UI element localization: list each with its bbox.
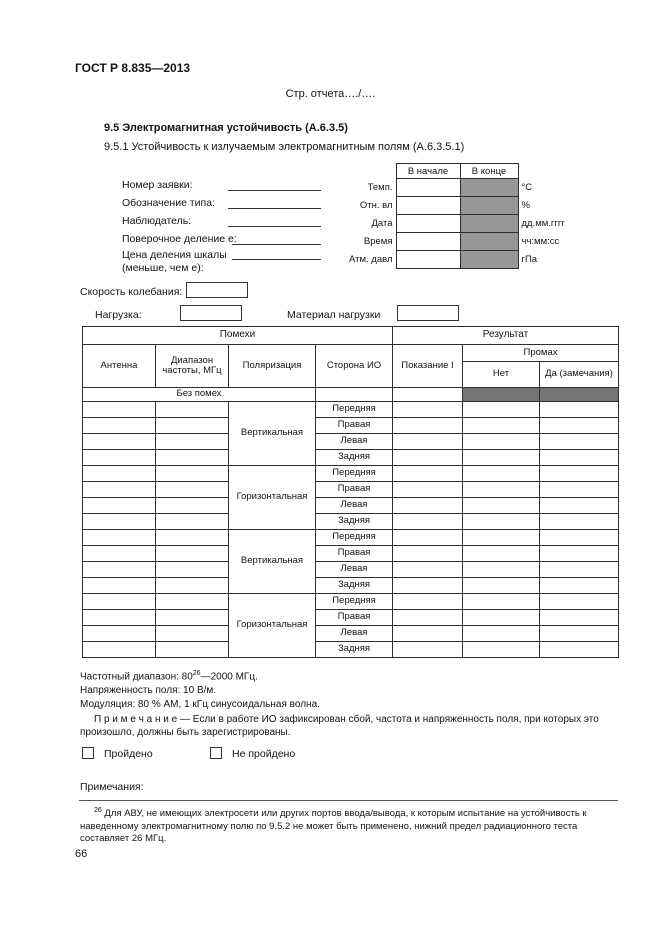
env-label-date: Дата [371,218,393,229]
col-header-indication: Показание I [393,345,463,388]
group-header-result: Результат [393,327,619,345]
miss-no-cell[interactable] [463,626,540,642]
miss-no-cell[interactable] [463,482,540,498]
miss-no-cell[interactable] [463,466,540,482]
miss-yes-cell[interactable] [540,514,619,530]
side-cell: Правая [316,546,393,562]
antenna-cell[interactable] [83,514,156,530]
freq-cell[interactable] [156,642,229,658]
col-header-side: Сторона ИО [316,345,393,388]
side-cell: Левая [316,626,393,642]
interference-results-table [82,326,619,658]
freq-cell[interactable] [156,530,229,546]
group-header-interference: Помехи [83,327,393,345]
miss-no-cell[interactable] [463,562,540,578]
env-row-date [344,215,580,233]
freq-cell[interactable] [156,562,229,578]
no-interference-miss-yes-cell [540,388,619,402]
miss-no-cell[interactable] [463,610,540,626]
indication-cell[interactable] [393,498,463,514]
table-row [83,482,619,498]
env-unit-time: чч:мм:сс [521,236,560,247]
env-label-temperature: Темп. [367,182,393,193]
antenna-cell[interactable] [83,530,156,546]
antenna-cell[interactable] [83,482,156,498]
field-label-observer: Наблюдатель: [122,215,192,227]
no-interference-indication-cell[interactable] [393,388,463,402]
load-material-input[interactable] [397,305,459,321]
table-row [83,450,619,466]
env-unit-humidity: % [521,200,530,211]
env-label-humidity: Отн. вл [359,200,393,211]
field-label-scale-division-line2: (меньше, чем е): [122,262,204,274]
antenna-cell[interactable] [83,434,156,450]
miss-yes-cell[interactable] [540,642,619,658]
indication-cell[interactable] [393,594,463,610]
indication-cell[interactable] [393,578,463,594]
freq-cell[interactable] [156,610,229,626]
freq-cell[interactable] [156,450,229,466]
side-cell: Задняя [316,642,393,658]
side-cell: Задняя [316,578,393,594]
freq-cell[interactable] [156,626,229,642]
antenna-cell[interactable] [83,642,156,658]
miss-no-cell[interactable] [463,642,540,658]
indication-cell[interactable] [393,466,463,482]
miss-yes-cell[interactable] [540,562,619,578]
side-cell: Задняя [316,450,393,466]
env-date-end-cell [460,215,518,233]
table-row [83,530,619,546]
env-row-pressure [344,251,580,269]
miss-yes-cell[interactable] [540,610,619,626]
miss-yes-cell[interactable] [540,418,619,434]
col-header-frequency-range: Диапазон частоты, МГц [156,345,229,388]
freq-cell[interactable] [156,594,229,610]
antenna-cell[interactable] [83,498,156,514]
freq-cell[interactable] [156,418,229,434]
side-cell: Задняя [316,514,393,530]
env-col-header-end: В конце [460,164,518,179]
antenna-cell[interactable] [83,450,156,466]
env-time-end-cell [460,233,518,251]
load-material-label: Материал нагрузки [287,309,381,321]
footnote-text: Для АВУ, не имеющих электросети или других портов ввода/вывода, к которым испытание на устойчивость к наведенному электромагнитному полю по 9.5.2 не может быть применено, нижний предел радиационного теста составляет 26 МГц. [80,808,587,845]
miss-yes-cell[interactable] [540,402,619,418]
table-row [83,434,619,450]
failed-checkbox[interactable] [210,747,222,759]
env-col-header-start: В начале [396,164,460,179]
miss-yes-cell[interactable] [540,546,619,562]
footnote [80,805,620,846]
miss-yes-cell[interactable] [540,450,619,466]
env-row-temperature [344,179,580,197]
env-time-start-cell[interactable] [396,233,460,251]
indication-cell[interactable] [393,562,463,578]
env-humidity-start-cell[interactable] [396,197,460,215]
side-cell: Левая [316,562,393,578]
env-pressure-end-cell [460,251,518,269]
polarization-cell: Вертикальная [229,402,316,466]
field-label-type-designation: Обозначение типа: [122,197,215,209]
indication-cell[interactable] [393,642,463,658]
miss-no-cell[interactable] [463,530,540,546]
table-row [83,626,619,642]
indication-cell[interactable] [393,434,463,450]
antenna-cell[interactable] [83,466,156,482]
no-interference-side-cell [316,388,393,402]
antenna-cell[interactable] [83,610,156,626]
table-row [83,578,619,594]
freq-cell[interactable] [156,578,229,594]
miss-no-cell[interactable] [463,546,540,562]
field-label-verification-division: Поверочное деление е: [122,233,237,245]
miss-no-cell[interactable] [463,418,540,434]
env-temperature-end-cell [460,179,518,197]
side-cell: Передняя [316,594,393,610]
env-unit-date: дд.мм.гггг [521,218,565,229]
table-row [83,402,619,418]
env-label-time: Время [363,236,393,247]
env-unit-pressure: гПа [521,254,538,265]
polarization-cell: Горизонтальная [229,594,316,658]
polarization-cell: Горизонтальная [229,466,316,530]
oscillation-speed-label: Скорость колебания: [80,286,183,298]
polarization-cell: Вертикальная [229,530,316,594]
antenna-cell[interactable] [83,418,156,434]
antenna-cell[interactable] [83,402,156,418]
col-header-polarization: Поляризация [229,345,316,388]
antenna-cell[interactable] [83,562,156,578]
indication-cell[interactable] [393,418,463,434]
frequency-range-text: Частотный диапазон: 80 [80,671,193,683]
field-label-request-number: Номер заявки: [122,179,193,191]
scale-division-input[interactable] [232,246,321,260]
miss-no-cell[interactable] [463,402,540,418]
no-interference-label: Без помех [83,388,316,402]
modulation-line: Модуляция: 80 % АМ, 1 кГц синусоидальная волна. [80,699,320,710]
antenna-cell[interactable] [83,578,156,594]
freq-cell[interactable] [156,434,229,450]
miss-yes-cell[interactable] [540,530,619,546]
table-row [83,466,619,482]
indication-cell[interactable] [393,626,463,642]
env-row-humidity [344,197,580,215]
verification-division-input[interactable] [232,231,321,245]
side-cell: Передняя [316,466,393,482]
env-pressure-start-cell[interactable] [396,251,460,269]
section-title: 9.5 Электромагнитная устойчивость (А.6.3.5) [104,122,348,134]
table-row [83,642,619,658]
freq-cell[interactable] [156,482,229,498]
indication-cell[interactable] [393,610,463,626]
freq-cell[interactable] [156,466,229,482]
table-row [83,418,619,434]
failed-label: Не пройдено [232,748,296,760]
passed-checkbox[interactable] [82,747,94,759]
miss-yes-cell[interactable] [540,466,619,482]
miss-no-cell[interactable] [463,434,540,450]
table-row [83,546,619,562]
frequency-range-line [80,670,258,682]
col-header-miss-yes: Да (замечания) [540,362,619,388]
col-header-miss-no: Нет [463,362,540,388]
miss-yes-cell[interactable] [540,578,619,594]
report-page-ref: Стр. отчета…./…. [285,88,376,100]
env-row-time [344,233,580,251]
load-input[interactable] [180,305,242,321]
miss-no-cell[interactable] [463,450,540,466]
env-temperature-start-cell[interactable] [396,179,460,197]
env-date-start-cell[interactable] [396,215,460,233]
table-row [83,514,619,530]
miss-no-cell[interactable] [463,514,540,530]
environment-conditions-table [344,163,580,269]
miss-yes-cell[interactable] [540,626,619,642]
footnote-ref-26: 26 [192,670,201,677]
no-interference-miss-no-cell [463,388,540,402]
note-paragraph: П р и м е ч а н и е — Если в работе ИО зафиксирован сбой, частота и напряженность поля, при которых это произошло, должны быть зарегистрированы. [80,714,599,738]
miss-yes-cell[interactable] [540,498,619,514]
freq-cell[interactable] [156,514,229,530]
miss-yes-cell[interactable] [540,434,619,450]
indication-cell[interactable] [393,482,463,498]
antenna-cell[interactable] [83,626,156,642]
indication-cell[interactable] [393,514,463,530]
side-cell: Левая [316,498,393,514]
side-cell: Левая [316,434,393,450]
miss-yes-cell[interactable] [540,482,619,498]
section-subtitle: 9.5.1 Устойчивость к излучаемым электромагнитным полям (А.6.3.5.1) [104,141,465,153]
remarks-label: Примечания: [80,781,144,793]
freq-cell[interactable] [156,402,229,418]
indication-cell[interactable] [393,546,463,562]
table-row [83,562,619,578]
side-cell: Правая [316,610,393,626]
oscillation-speed-input[interactable] [186,282,248,298]
table-row [83,610,619,626]
antenna-cell[interactable] [83,546,156,562]
miss-no-cell[interactable] [463,578,540,594]
passed-label: Пройдено [104,748,153,760]
env-humidity-end-cell [460,197,518,215]
footnote-marker: 26 [94,807,102,814]
env-unit-temperature: °С [521,182,533,193]
footnote-separator [79,800,618,801]
env-label-pressure: Атм. давл [349,254,393,265]
miss-no-cell[interactable] [463,594,540,610]
table-row [83,498,619,514]
field-strength-line: Напряженность поля: 10 В/м. [80,685,217,696]
miss-no-cell[interactable] [463,498,540,514]
indication-cell[interactable] [393,530,463,546]
indication-cell[interactable] [393,402,463,418]
miss-yes-cell[interactable] [540,594,619,610]
type-designation-input[interactable] [228,195,321,209]
freq-cell[interactable] [156,498,229,514]
antenna-cell[interactable] [83,594,156,610]
indication-cell[interactable] [393,450,463,466]
col-header-antenna: Антенна [83,345,156,388]
document-number: ГОСТ Р 8.835—2013 [75,61,191,75]
table-row [83,594,619,610]
page-number: 66 [75,848,88,860]
observer-input[interactable] [228,213,321,227]
frequency-range-text-end: —2000 МГц. [200,671,258,683]
field-label-scale-division: Цена деления шкалы [122,249,227,261]
load-label: Нагрузка: [95,309,142,321]
request-number-input[interactable] [228,177,321,191]
side-cell: Передняя [316,530,393,546]
side-cell: Правая [316,418,393,434]
col-header-miss: Промах [463,345,619,362]
freq-cell[interactable] [156,546,229,562]
side-cell: Правая [316,482,393,498]
side-cell: Передняя [316,402,393,418]
